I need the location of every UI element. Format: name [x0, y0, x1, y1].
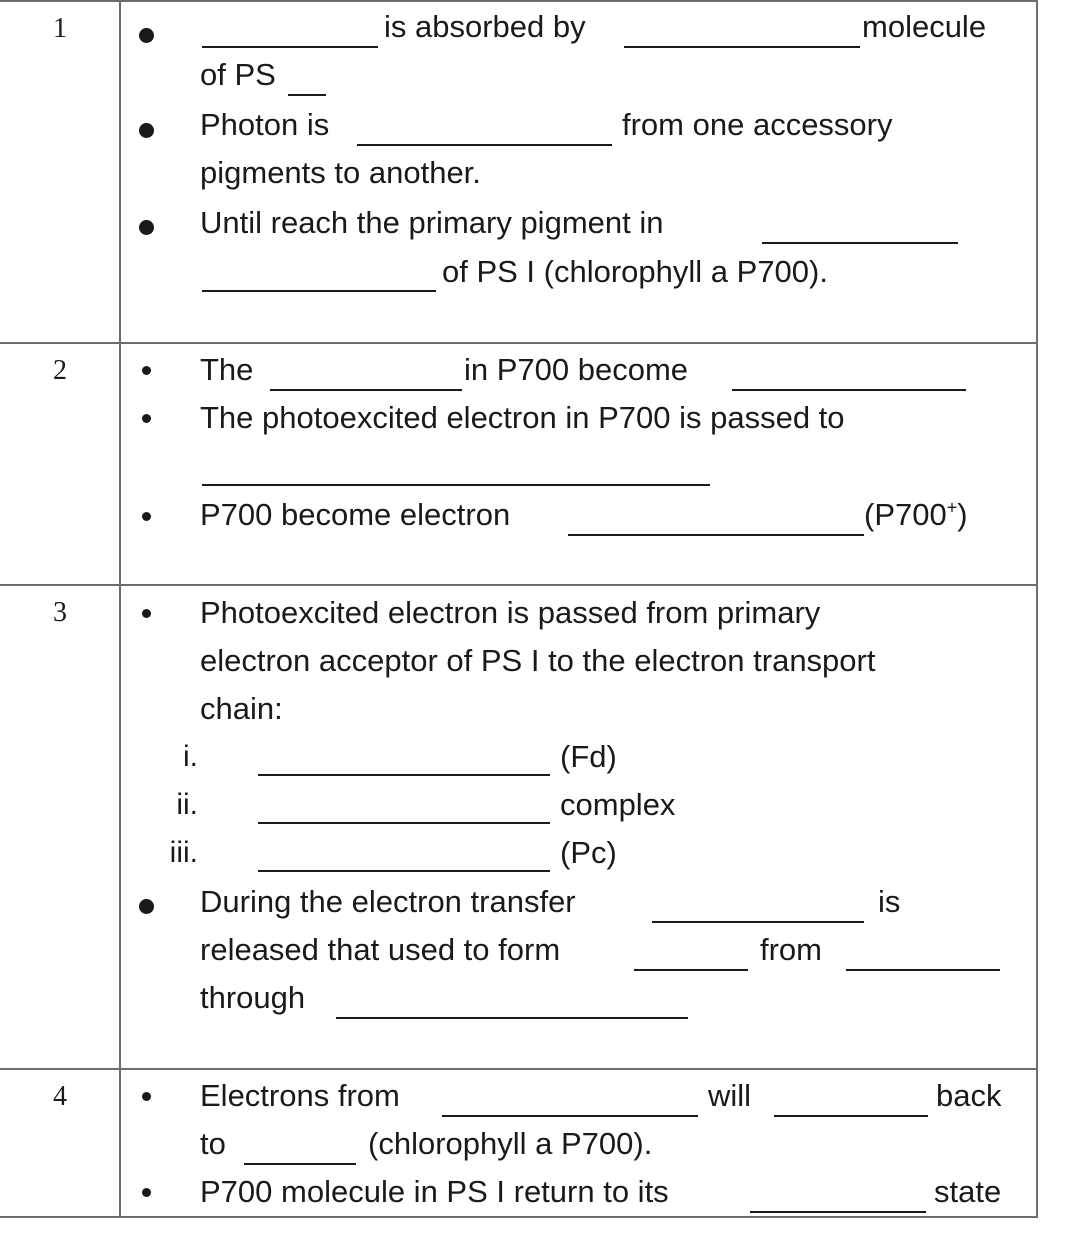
bullet-icon	[142, 414, 151, 423]
fill-blank	[568, 534, 864, 536]
fill-blank	[762, 242, 958, 244]
row2-line3-start: P700 become electron	[200, 497, 511, 532]
fill-blank	[442, 1115, 698, 1117]
fill-blank	[258, 822, 550, 824]
list-item-numeral: i.	[183, 740, 198, 773]
fill-blank	[202, 484, 710, 486]
list-item-label: (Pc)	[560, 835, 617, 870]
row-divider-1	[0, 342, 1038, 344]
row-number: 1	[53, 13, 67, 44]
row4-line3-end: state	[934, 1174, 1002, 1209]
row3-line6: through	[200, 980, 306, 1015]
fill-blank	[288, 94, 326, 96]
fill-blank	[258, 870, 550, 872]
row4-line2-mid: (chlorophyll a P700).	[368, 1126, 653, 1161]
fill-blank	[750, 1211, 926, 1213]
row3-line5-start: released that used to form	[200, 932, 561, 967]
row4-line1-mid: will	[708, 1078, 752, 1113]
row-divider-2	[0, 584, 1038, 586]
row-divider-3	[0, 1068, 1038, 1070]
row3-line2: electron acceptor of PS I to the electron transport	[200, 643, 876, 678]
row1-line3-end: from one accessory	[622, 107, 893, 142]
row2-line2: The photoexcited electron in P700 is passed to	[200, 400, 845, 435]
row1-line3-start: Photon is	[200, 107, 330, 142]
row4-line3-start: P700 molecule in PS I return to its	[200, 1174, 669, 1209]
row3-line3: chain:	[200, 691, 283, 726]
list-item-numeral: ii.	[176, 788, 198, 821]
table-bottom-border	[0, 1216, 1038, 1218]
row-number: 3	[53, 597, 67, 628]
row3-line5-mid: from	[760, 932, 822, 967]
fill-blank	[357, 144, 612, 146]
bullet-icon	[139, 123, 154, 138]
bullet-icon	[142, 366, 151, 375]
row4-line1-start: Electrons from	[200, 1078, 400, 1113]
list-item-label: complex	[560, 787, 676, 822]
bullet-icon	[142, 512, 151, 521]
row2-line1-start: The	[200, 352, 254, 387]
row3-line4-start: During the electron transfer	[200, 884, 576, 919]
bullet-icon	[142, 1092, 151, 1101]
row3-line1: Photoexcited electron is passed from primary	[200, 595, 821, 630]
fill-blank	[624, 46, 860, 48]
bullet-icon	[142, 1188, 151, 1197]
list-item-label: (Fd)	[560, 739, 617, 774]
table-right-border	[1036, 0, 1038, 1218]
row4-line2-start: to	[200, 1126, 226, 1161]
fill-blank	[270, 389, 462, 391]
fill-blank	[774, 1115, 928, 1117]
row3-line4-end: is	[878, 884, 901, 919]
bullet-icon	[142, 609, 151, 618]
fill-blank	[244, 1163, 356, 1165]
row-number: 4	[53, 1081, 67, 1112]
table-top-border	[0, 0, 1038, 2]
bullet-icon	[139, 899, 154, 914]
row1-line1-mid: is absorbed by	[384, 9, 586, 44]
row1-line5: Until reach the primary pigment in	[200, 205, 664, 240]
row2-line1-mid: in P700 become	[464, 352, 689, 387]
fill-blank	[652, 921, 864, 923]
row-number: 2	[53, 355, 67, 386]
row1-line2: of PS	[200, 57, 276, 92]
row1-line6: of PS I (chlorophyll a P700).	[442, 254, 828, 289]
fill-blank	[732, 389, 966, 391]
fill-blank	[258, 774, 550, 776]
row1-line1-end: molecule	[862, 9, 987, 44]
list-item-numeral: iii.	[169, 836, 198, 869]
fill-blank	[202, 290, 436, 292]
bullet-icon	[139, 220, 154, 235]
bullet-icon	[139, 28, 154, 43]
row2-line3-end: (P700+)	[864, 497, 968, 532]
fill-blank	[846, 969, 1000, 971]
fill-blank	[634, 969, 748, 971]
fill-blank	[336, 1017, 688, 1019]
fill-blank	[202, 46, 378, 48]
row4-line1-end: back	[936, 1078, 1002, 1113]
row1-line4: pigments to another.	[200, 155, 481, 190]
